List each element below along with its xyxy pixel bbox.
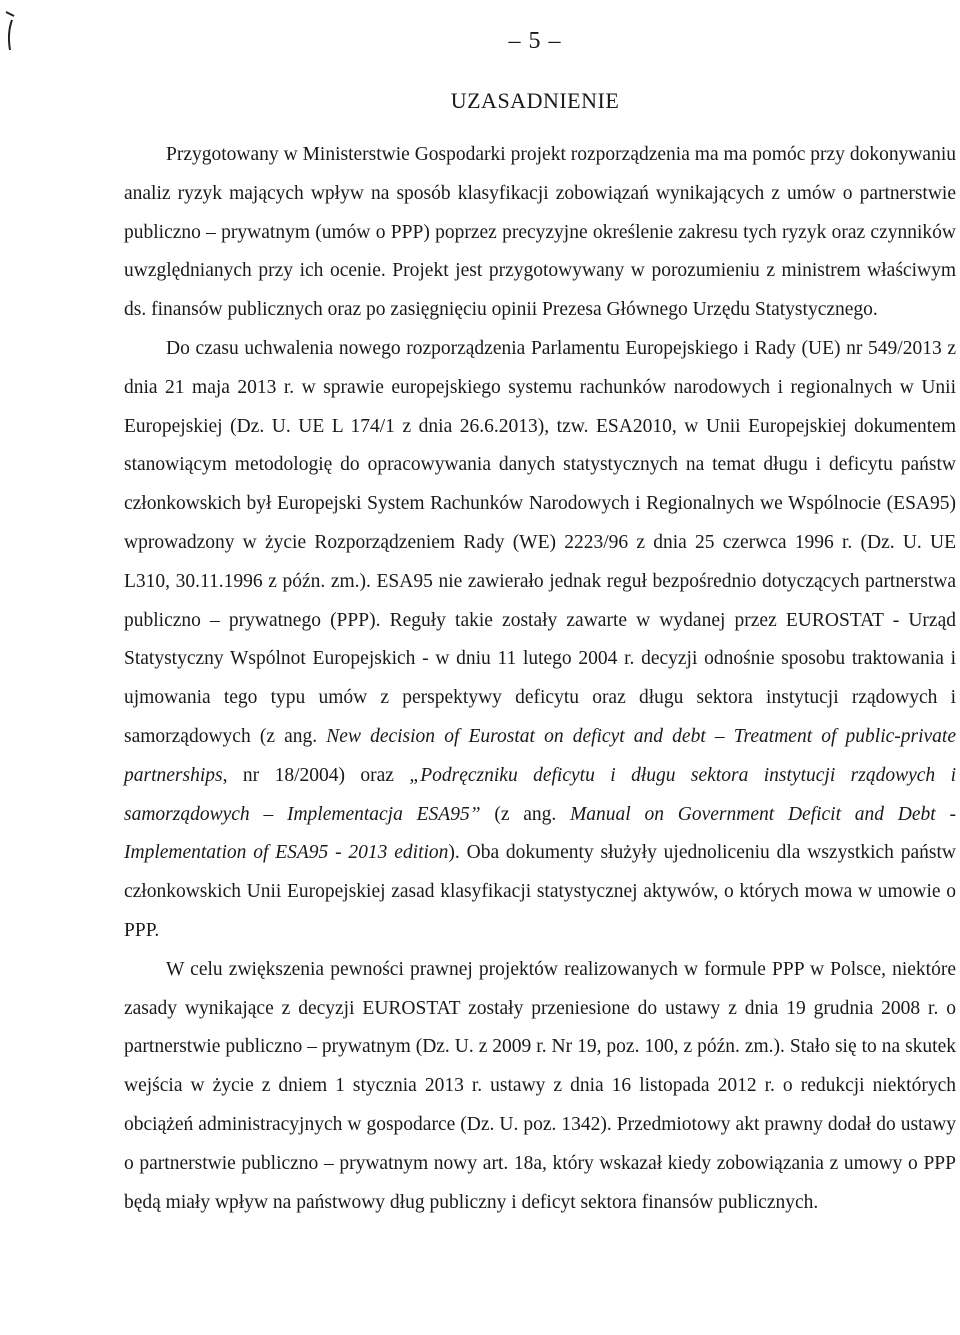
paragraph-1 [124, 136, 956, 330]
paragraph-3 [124, 951, 956, 1223]
paragraph-1-text: Przygotowany w Ministerstwie Gospodarki projekt rozporządzenia ma ma pomóc przy dokonywaniu analiz ryzyk mających wpływ na sposób klasyfikacji zobowiązań wynikających z umów o partnerstwie publiczno – prywatnym (umów o PPP) poprzez precyzyjne określenie zakresu tych ryzyk oraz czynników uwzględnianych przy ich ocenie. Projekt jest przygotowywany w porozumieniu z ministrem właściwym ds. finansów publicznych oraz po zasięgnięciu opinii Prezesa Głównego Urzędu Statystycznego. [124, 144, 956, 321]
paragraph-2-text-2: , nr 18/2004) oraz [222, 764, 410, 786]
page-number: – 5 – [508, 28, 562, 54]
paragraph-2-italic-3: Manual on Government Deficit and Debt - Implementation of ESA95 - 2013 edition [124, 803, 956, 864]
paragraph-3-text: W celu zwiększenia pewności prawnej projektów realizowanych w formule PPP w Polsce, niektóre zasady wynikające z decyzji EUROSTAT zostały przeniesione do ustawy z dnia 19 grudnia 2008 r. o partnerstwie publiczno – prywatnym (Dz. U. z 2009 r. Nr 19, poz. 100, z późn. zm.). Stało się to na skutek wejścia w życie z dniem 1 stycznia 2013 r. ustawy z dnia 16 listopada 2012 r. o redukcji niektórych obciążeń administracyjnych w gospodarce (Dz. U. poz. 1342). Przedmiotowy akt prawny dodał do ustawy o partnerstwie publiczno – prywatnym nowy art. 18a, który wskazał kiedy zobowiązania z umowy o PPP będą miały wpływ na państwowy dług publiczny i deficyt sektora finansów publicznych. [124, 958, 956, 1213]
paragraph-2-italic-2: „Podręczniku deficytu i długu sektora instytucji rządowych i samorządowych – Implementacja ESA95” [124, 764, 956, 825]
paragraph-2 [124, 330, 956, 951]
paragraph-2-text-3: (z ang. [480, 803, 571, 825]
document-title: UZASADNIENIE [450, 88, 620, 113]
paragraph-2-text-1: Do czasu uchwalenia nowego rozporządzenia Parlamentu Europejskiego i Rady (UE) nr 549/2013 z dnia 21 maja 2013 r. w sprawie europejskiego systemu rachunków narodowych i regionalnych w Unii Europejskiej (Dz. U. UE L 174/1 z dnia 26.6.2013), tzw. ESA2010, w Unii Europejskiej dokumentem stanowiącym metodologię do opracowywania danych statystycznych na temat długu i deficytu państw członkowskich był Europejski System Rachunków Narodowych i Regionalnych we Wspólnocie (ESA95) wprowadzony w życie Rozporządzeniem Rady (WE) 2223/96 z dnia 25 czerwca 1996 r. (Dz. U. UE L310, 30.11.1996 z późn. zm.). ESA95 nie zawierało jednak reguł bezpośrednio dotyczących partnerstwa publiczno – prywatnego (PPP). Reguły takie zostały zawarte w wydanej przez EUROSTAT - Urząd Statystyczny Wspólnot Europejskich - w dniu 11 lutego 2004 r. decyzji odnośnie sposobu traktowania i ujmowania tego typu umów z perspektywy deficytu oraz długu sektora instytucji rządowych i samorządowych (z ang. [124, 337, 956, 747]
document-body [124, 136, 956, 1222]
paragraph-2-italic-1: New decision of Eurostat on deficyt and debt – Treatment of public-private partnerships [124, 725, 957, 786]
paragraph-2-text-4: ). Oba dokumenty służyły ujednoliceniu dla wszystkich państw członkowskich Unii Europejskiej zasad klasyfikacji statystycznej aktywów, o których mowa w umowie o PPP. [124, 842, 956, 941]
